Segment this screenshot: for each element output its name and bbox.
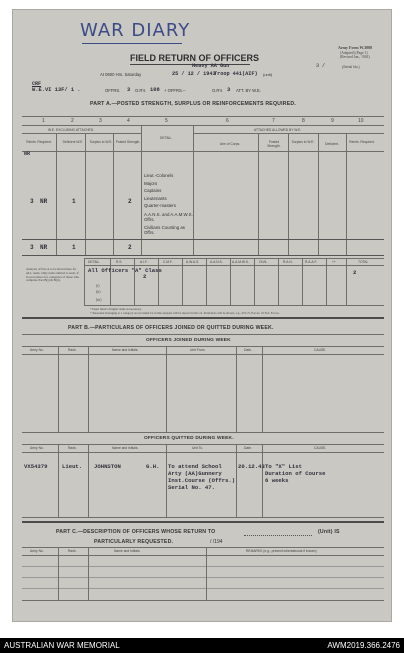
col-num-10: 10: [358, 118, 364, 124]
sub-hdr-cmf: C.M.F.: [163, 260, 173, 264]
col-num-6: 6: [226, 118, 229, 124]
part-c-row-2: [22, 577, 384, 578]
pa-v4: [141, 125, 142, 255]
total-deficient: 1: [72, 244, 76, 251]
serial-label: (Serial No.): [342, 65, 360, 69]
an-v8: [278, 258, 279, 305]
sub-hdr-civil: CIVIL: [259, 260, 268, 264]
hdr-att-posted: Posted Strength.: [267, 140, 281, 148]
unit-blank-line: [244, 535, 312, 536]
sub-hdr-aif: A.I.F.: [140, 260, 148, 264]
part-c-top-rule: [22, 547, 384, 548]
total-nr: NR: [40, 244, 48, 251]
col-num-1: 1: [42, 118, 45, 124]
rank-aans: A.A.N.S. and A.A.M.W.S. Offrs.: [144, 211, 193, 222]
qt-v3: [166, 444, 167, 517]
jn-v5: [262, 346, 263, 432]
part-b-rule: [22, 334, 384, 335]
hdr-att-reinfs: Reinfs. Required.: [349, 140, 375, 144]
an-v10: [326, 258, 327, 305]
hdr-arm-corps: Arm of Corps.: [219, 142, 241, 146]
an-v11: [346, 258, 347, 305]
quitted-hdr-cause: CAUSE.: [314, 446, 327, 450]
plus-ors-value: 3: [227, 87, 231, 93]
pa-v8: [318, 133, 319, 255]
hdr-surplus: Surplus to W.E.: [89, 140, 113, 144]
joined-hdr-cause: CAUSE.: [314, 348, 327, 352]
footer-institution: AUSTRALIAN WAR MEMORIAL: [4, 641, 120, 650]
analysis-side-note: Analysis of Part A to be shown here for ALL ranks. Only units entitled to such, if in accordance for categories of those who comprise Part B(i) & B(ii).: [26, 267, 80, 283]
unit-word: (unit): [263, 72, 273, 77]
cause-line-3: 6 weeks: [265, 477, 289, 484]
archive-footer: [0, 638, 404, 653]
total-posted: 2: [128, 244, 132, 251]
total-rule-top: [22, 239, 384, 240]
hdr-deficient: Deficient W.E.: [62, 140, 84, 144]
sub-row-ii: (ii): [96, 290, 101, 294]
unit-prefix: Heavy AA Gun: [192, 63, 230, 69]
quitted-initials: G.H.: [146, 463, 160, 470]
joined-bottom-rule: [22, 432, 384, 433]
jn-v2: [88, 346, 89, 432]
quitted-bottom-rule: [22, 517, 384, 518]
plus-offrs-label: + OFFRS.--: [164, 88, 186, 93]
revised-note: (Revised Jan., 1943): [340, 55, 370, 59]
row1-deficient: 1: [72, 198, 76, 205]
all-officers-a-class: All Officers "A" Class: [88, 267, 162, 274]
joined-top-rule: [22, 346, 384, 347]
part-a-top-rule: [22, 116, 384, 117]
sub-row-iii: (iii): [96, 298, 102, 302]
quitted-hdr-name: Name and Initials.: [112, 446, 139, 450]
qt-v1: [58, 444, 59, 517]
col-num-4: 4: [127, 118, 130, 124]
joined-title: OFFICERS JOINED DURING WEEK: [146, 338, 231, 343]
col-num-8: 8: [302, 118, 305, 124]
rank-civilians: Civilians Counting as Offrs.: [144, 224, 185, 235]
part-c-bar: [22, 521, 384, 523]
an-v4: [182, 258, 183, 305]
crf-code: CRF: [32, 81, 42, 87]
an-v1: [110, 258, 111, 305]
part-c-unit-is: (Unit) IS: [318, 529, 340, 535]
quitted-name: JOHNSTON: [94, 463, 121, 470]
pa-v3: [113, 133, 114, 255]
part-c-title-2: PARTICULARLY REQUESTED.: [94, 539, 174, 545]
an-v6: [230, 258, 231, 305]
quitted-rank: Lieut.: [62, 463, 83, 470]
hdr-reinfs: Reinfs. Required.: [26, 140, 52, 144]
return-date: 25 / 12 / 1943: [172, 71, 216, 77]
quitted-hdr-armyno: Army No.: [30, 446, 44, 450]
qt-v2: [88, 444, 89, 517]
quitted-unit-to: [168, 463, 235, 491]
col-num-7: 7: [272, 118, 275, 124]
rank-majors: Majors: [144, 180, 158, 186]
total-rule-bottom: [22, 255, 384, 256]
rank-lieutenants: Lieutenants: [144, 195, 167, 201]
rank-captains: Captains: [144, 188, 162, 194]
sub-hdr-aans: A.A.N.S.: [210, 260, 223, 264]
unit-to-line-3: Inst.Course (Offrs.): [168, 477, 236, 484]
qt-v5: [262, 444, 263, 517]
sub-hdr-aamws: A.A.M.W.S.: [232, 260, 249, 264]
analysis-bottom-rule: [84, 305, 384, 306]
nr-label: NR: [24, 151, 31, 157]
an-v3: [158, 258, 159, 305]
pa-v9: [346, 133, 347, 255]
an-v5: [206, 258, 207, 305]
attached-allowed: ATTACHED ALLOWED BY W.E.: [254, 128, 302, 132]
sub-hdr-raaf: R.A.A.F.: [305, 260, 318, 264]
joined-hdr-rank: Rank.: [68, 348, 77, 352]
offrs-label: OFFRS.: [105, 88, 121, 93]
hdr-att-surplus: Surplus to W.E.: [291, 140, 315, 144]
row1-reinfs: 3: [30, 198, 34, 205]
part-c-title: PART C.—DESCRIPTION OF OFFICERS WHOSE RETURN TO: [56, 529, 216, 535]
jn-v4: [236, 346, 237, 432]
rank-qm: Quarter-masters: [144, 203, 176, 209]
quitted-army-no: VX54379: [24, 463, 48, 470]
quitted-hdr-unit: Unit To.: [192, 446, 204, 450]
cause-line-1: To "X" List: [265, 463, 302, 470]
part-b-title: PART B.—PARTICULARS OF OFFICERS JOINED OR QUITTED DURING WEEK.: [68, 325, 274, 331]
col-num-3: 3: [99, 118, 102, 124]
part-c-hdr-remarks: REMARKS (e.g., present whereabouts if known): [246, 549, 317, 553]
war-diary-handwriting: WAR DIARY: [80, 20, 191, 41]
pa-v2: [85, 133, 86, 255]
army-form-number: Army Form W.3008: [338, 45, 373, 50]
hdr-posted: Posted Strength.: [115, 140, 141, 144]
ors-label: O.R's: [135, 88, 146, 93]
an-v0: [84, 258, 85, 305]
sub-hdr-rs: R.S.: [116, 260, 123, 264]
ors-value: 108: [150, 87, 160, 93]
jn-v3: [166, 346, 167, 432]
adapted-note: (Adapted) (Page 1): [340, 51, 368, 55]
joined-hdr-date: Date.: [244, 348, 252, 352]
col-num-rule: [22, 125, 384, 126]
footnote-1: * Insert detail of higher ranks as necessary.: [90, 307, 142, 311]
we-excl-attached: W.E. EXCLUDING ATTACHED.: [48, 128, 95, 132]
quitted-hdr-rule: [22, 452, 384, 453]
we-label: W.E.VI 13F/ 1 .: [32, 87, 81, 93]
an-v2: [134, 258, 135, 305]
sub-hdr-ran: R.A.N.: [283, 260, 293, 264]
att-label: ATT. BY W.E.: [236, 88, 261, 93]
quitted-top-rule: [22, 444, 384, 445]
row1-posted: 2: [128, 198, 132, 205]
sub-row-i: (i): [96, 284, 100, 288]
an-v9: [302, 258, 303, 305]
joined-hdr-rule: [22, 354, 384, 355]
cause-line-2: Duration of Course: [265, 470, 326, 477]
all-officers-count: 2: [143, 273, 147, 280]
row1-nr: NR: [40, 198, 48, 205]
pc-v3: [206, 547, 207, 600]
col-num-2: 2: [71, 118, 74, 124]
col-num-5: 5: [165, 118, 168, 124]
part-c-hdr-rule: [22, 555, 384, 556]
analysis-top-rule: [84, 258, 384, 259]
unit-to-line-2: Arty (AA)Gunnery: [168, 470, 222, 477]
pc-v2: [88, 547, 89, 600]
sub-hdr-plus: ++: [332, 260, 336, 264]
part-c-hdr-rank: Rank.: [68, 549, 77, 553]
col-num-9: 9: [331, 118, 334, 124]
plus-ors-label: O.R's: [212, 88, 223, 93]
detail-header: DETAIL.: [160, 136, 173, 140]
an-v7: [254, 258, 255, 305]
qt-v4: [236, 444, 237, 517]
pc-v1: [58, 547, 59, 600]
sub-hdr-awas: A.W.A.S.: [186, 260, 200, 264]
analysis-header-rule: [84, 265, 384, 266]
we-group-rule: [22, 133, 141, 134]
part-a-header-rule: [22, 151, 384, 152]
quitted-hdr-date: Date.: [244, 446, 252, 450]
part-c-row-3: [22, 588, 384, 589]
unit-hours-label: At 0600 Hrs. Saturday: [100, 72, 142, 77]
title-underline: [130, 64, 250, 65]
hdr-att-deficient: Deficient.: [325, 142, 339, 146]
offrs-value: 3: [127, 87, 131, 93]
quitted-hdr-rank: Rank.: [68, 446, 77, 450]
part-c-date-blank: / /194: [210, 539, 223, 545]
quitted-title: OFFICERS QUITTED DURING WEEK.: [144, 436, 234, 441]
part-c-bottom-rule: [22, 600, 384, 601]
form-title: FIELD RETURN OF OFFICERS: [130, 53, 259, 63]
part-c-hdr-armyno: Army No.: [30, 549, 44, 553]
troop-unit: Troop 441(AIF): [214, 71, 258, 77]
war-diary-underline: [82, 43, 182, 44]
serial-value: 3 /: [316, 63, 326, 69]
jn-v1: [58, 346, 59, 432]
sub-hdr-total: TOTAL: [358, 260, 369, 264]
part-a-title: PART A.—POSTED STRENGTH, SURPLUS OR REINFORCEMENTS REQUIRED.: [90, 101, 296, 107]
quitted-date: 20.12.43: [238, 463, 265, 470]
footer-accession: AWM2019.366.2476: [327, 641, 400, 650]
quitted-cause: [265, 463, 325, 484]
joined-hdr-armyno: Army No.: [30, 348, 44, 352]
unit-to-line-4: Serial No. 47.: [168, 484, 215, 491]
joined-hdr-name: Name and Initials.: [112, 348, 139, 352]
footnote-2: + Personnel belonging to a category not provided for in this analysis will be shown in this col. Particulars will be shown, e.g., 20 U.S. Forces, 10 N.Z. Forces.: [90, 311, 280, 315]
total-reinfs: 3: [30, 244, 34, 251]
rank-lt-col: Lieut.-Colonels: [144, 173, 174, 178]
rank-list: [144, 172, 194, 235]
sub-hdr-detail: DETAIL: [88, 260, 100, 264]
analysis-total: 2: [353, 269, 357, 276]
pa-v6: [258, 133, 259, 255]
unit-to-line-1: To attend School: [168, 463, 222, 470]
part-c-hdr-name: Name and Initials.: [114, 549, 141, 553]
part-b-bar: [22, 317, 384, 319]
part-c-row-1: [22, 566, 384, 567]
joined-hdr-unit: Unit From.: [190, 348, 206, 352]
pa-v1: [56, 133, 57, 255]
pa-v7: [288, 133, 289, 255]
